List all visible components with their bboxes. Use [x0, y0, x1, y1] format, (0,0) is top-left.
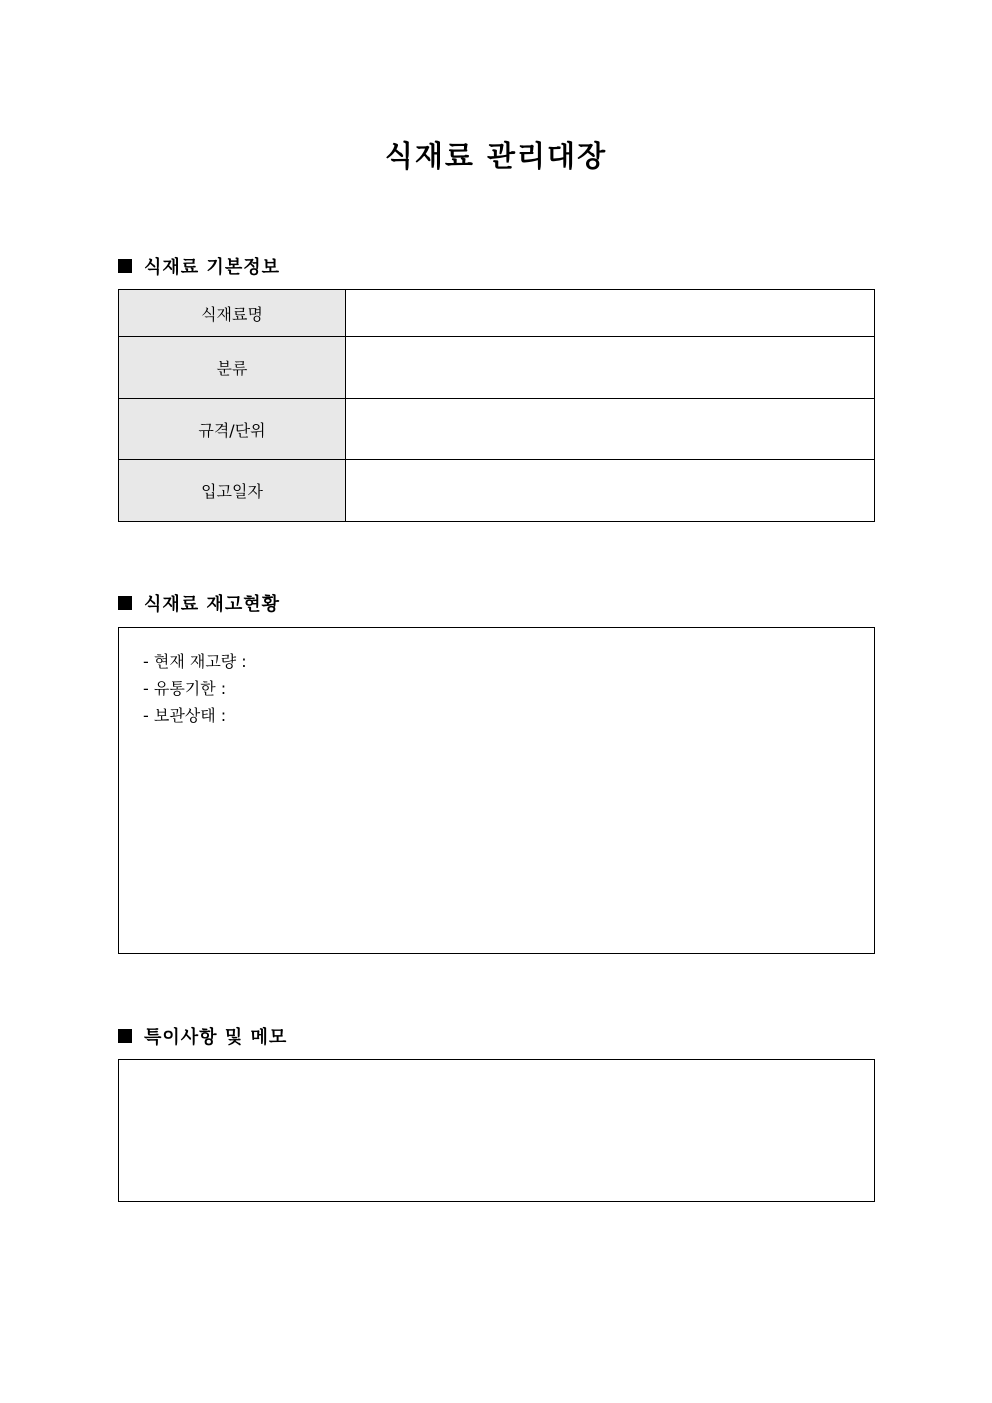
table-row [119, 337, 875, 399]
row-label-received-date: 입고일자 [119, 460, 346, 522]
section-heading-text: 식재료 기본정보 [144, 257, 280, 278]
section-heading-text: 특이사항 및 메모 [144, 1027, 288, 1048]
inventory-item-current-stock: - 현재 재고량 : [143, 652, 247, 671]
row-value-received-date[interactable] [346, 460, 875, 522]
table-row [119, 460, 875, 522]
square-bullet-icon [118, 259, 132, 273]
inventory-item-storage-state: - 보관상태 : [143, 706, 227, 725]
row-label-spec-unit: 규격/단위 [119, 399, 346, 460]
row-label-category: 분류 [119, 337, 346, 399]
row-label-name: 식재료명 [119, 290, 346, 337]
section-heading-text: 식재료 재고현황 [144, 594, 280, 615]
section-heading-inventory [118, 590, 280, 616]
inventory-box[interactable] [118, 627, 875, 954]
basic-info-table [118, 289, 875, 522]
section-heading-notes [118, 1023, 287, 1049]
notes-box[interactable] [118, 1059, 875, 1202]
section-heading-basic-info [118, 253, 280, 279]
row-value-name[interactable] [346, 290, 875, 337]
table-row [119, 399, 875, 460]
square-bullet-icon [118, 596, 132, 610]
page-title: 식재료 관리대장 [384, 139, 608, 173]
square-bullet-icon [118, 1029, 132, 1043]
row-value-spec-unit[interactable] [346, 399, 875, 460]
table-row [119, 290, 875, 337]
inventory-list [119, 628, 874, 729]
row-value-category[interactable] [346, 337, 875, 399]
inventory-item-expiry: - 유통기한 : [143, 679, 227, 698]
